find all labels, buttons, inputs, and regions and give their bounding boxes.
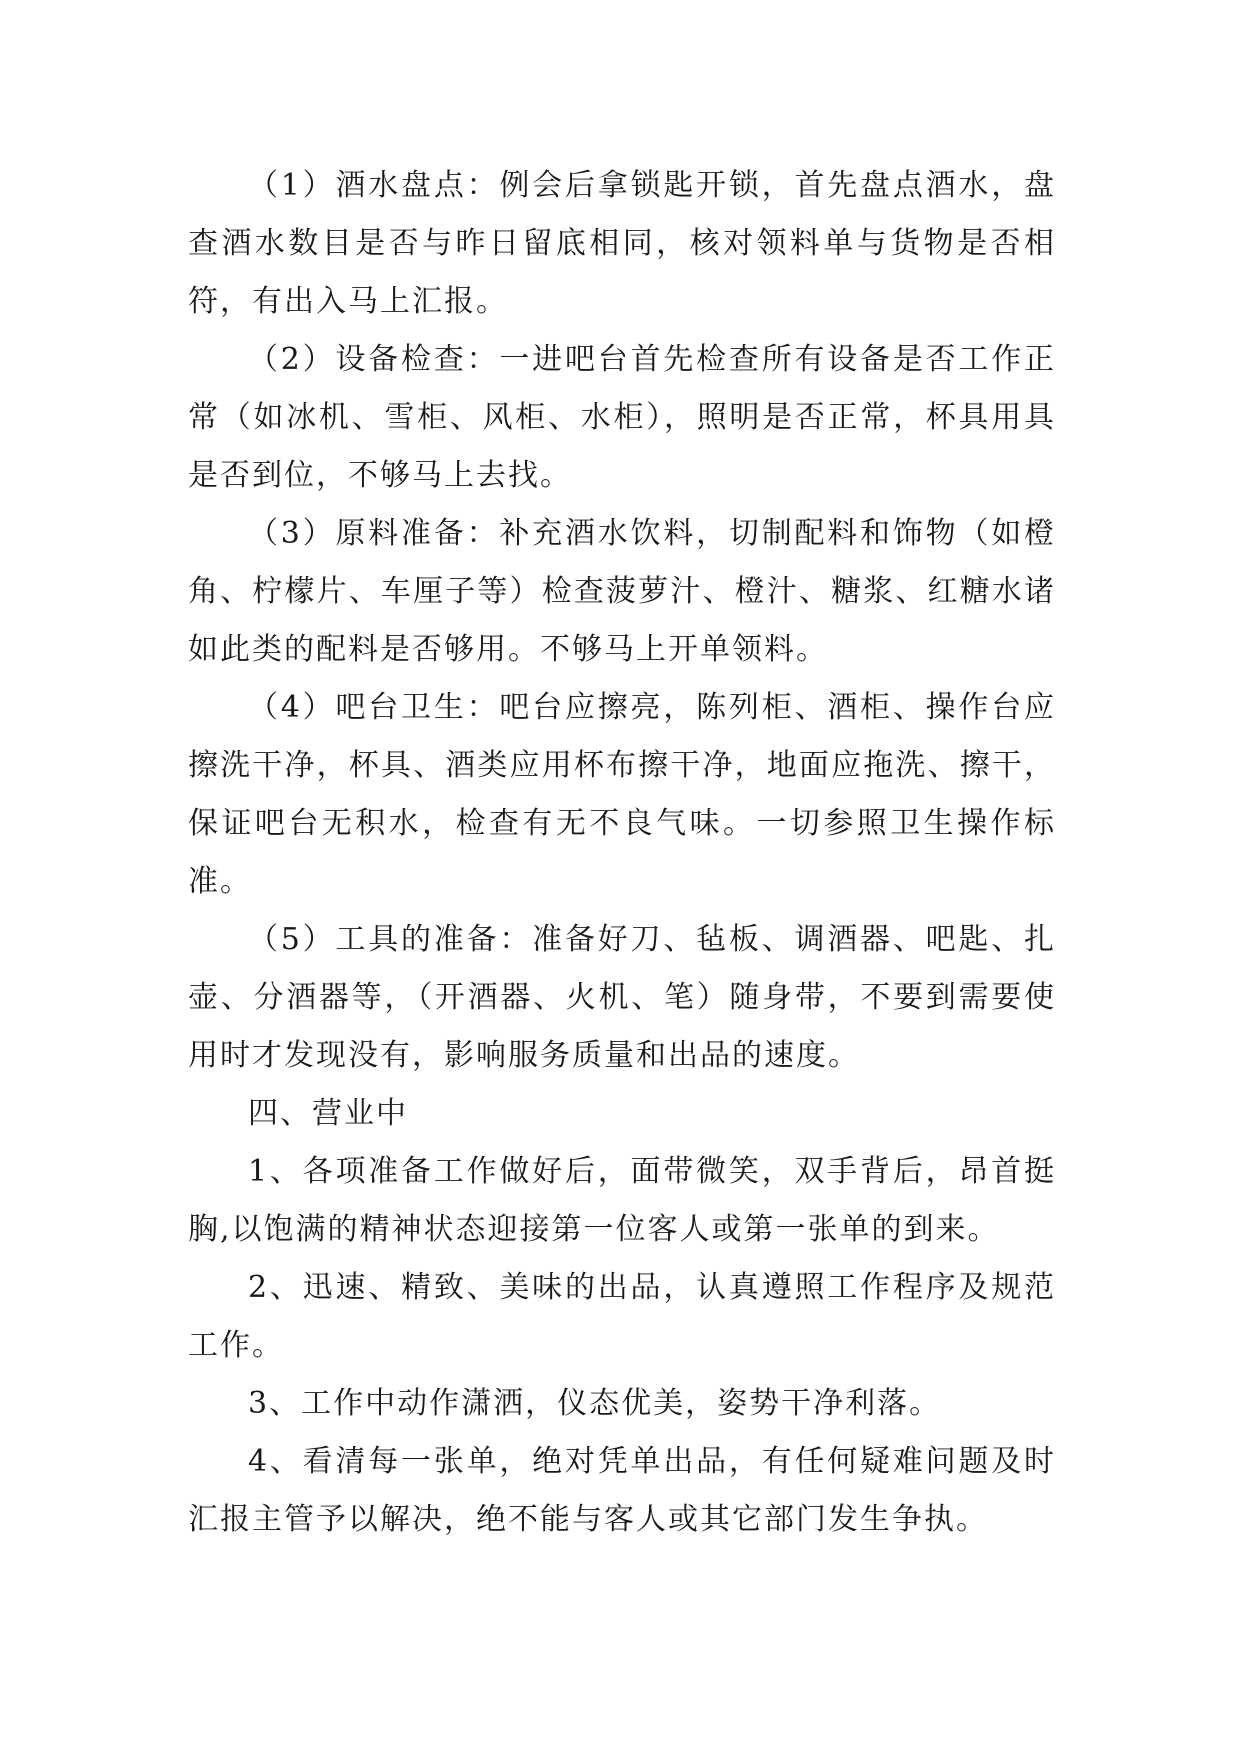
paragraph-bar-hygiene: （4）吧台卫生：吧台应擦亮，陈列柜、酒柜、操作台应擦洗干净，杯具、酒类应用杯布擦干净，地面应拖洗、擦干，保证吧台无积水，检查有无不良气味。一切参照卫生操作标准。: [188, 690, 1056, 899]
paragraph-equipment-check: （2）设备检查：一进吧台首先检查所有设备是否工作正常（如冰机、雪柜、风柜、水柜），照明是否正常，杯具用具是否到位，不够马上去找。: [188, 342, 1056, 493]
paragraph-item-3: 3、工作中动作潇洒，仪态优美，姿势干净利落。: [248, 1386, 942, 1421]
section-heading-during-business: 四、营业中: [248, 1096, 408, 1131]
paragraph-tool-preparation: （5）工具的准备：准备好刀、毡板、调酒器、吧匙、扎壶、分酒器等，（开酒器、火机、笔）随身带，不要到需要使用时才发现没有，影响服务质量和出品的速度。: [188, 922, 1056, 1073]
paragraph-item-2: 2、迅速、精致、美味的出品，认真遵照工作程序及规范工作。: [188, 1270, 1056, 1363]
paragraph-liquor-inventory: （1）酒水盘点：例会后拿锁匙开锁，首先盘点酒水，盘查酒水数目是否与昨日留底相同，核对领料单与货物是否相符，有出入马上汇报。: [188, 168, 1056, 319]
paragraph-item-4: 4、看清每一张单，绝对凭单出品，有任何疑难问题及时汇报主管予以解决，绝不能与客人或其它部门发生争执。: [188, 1444, 1056, 1537]
paragraph-item-1: 1、各项准备工作做好后，面带微笑，双手背后，昂首挺胸,以饱满的精神状态迎接第一位客人或第一张单的到来。: [188, 1154, 1056, 1247]
paragraph-material-preparation: （3）原料准备：补充酒水饮料，切制配料和饰物（如橙角、柠檬片、车厘子等）检查菠萝汁、橙汁、糖浆、红糖水诸如此类的配料是否够用。不够马上开单领料。: [188, 516, 1056, 667]
document-body: [188, 157, 1056, 1549]
